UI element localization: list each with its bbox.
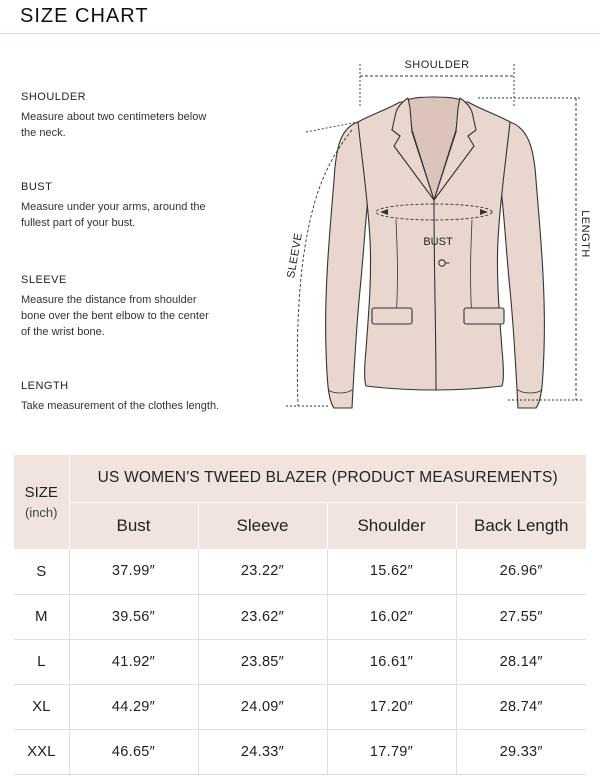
table-cell: 27.55″ (456, 594, 586, 639)
size-cell: M (14, 594, 69, 639)
left-pocket (372, 308, 412, 324)
guide-desc (21, 292, 281, 340)
right-sleeve (500, 122, 544, 408)
table-cell: 26.96″ (456, 549, 586, 594)
table-cell: 29.33″ (456, 729, 586, 774)
guide-desc (21, 398, 281, 414)
right-pocket (464, 308, 504, 324)
column-header: Sleeve (198, 502, 327, 549)
table-cell: 39.56″ (69, 594, 198, 639)
guide-line: Measure under your arms, around the (21, 201, 206, 213)
table-cell: 16.61″ (327, 639, 456, 684)
guide-line: the neck. (21, 127, 66, 139)
column-header: Back Length (456, 502, 586, 549)
size-cell: XL (14, 684, 69, 729)
table-cell: 15.62″ (327, 549, 456, 594)
guide-line: bone over the bent elbow to the center (21, 310, 209, 322)
size-cell: XXL (14, 729, 69, 774)
table-cell: 28.14″ (456, 639, 586, 684)
column-header: Shoulder (327, 502, 456, 549)
size-header (14, 455, 69, 549)
size-cell: S (14, 549, 69, 594)
guide-title: BUST (21, 181, 53, 193)
header-bar (0, 0, 600, 34)
guide-desc (21, 199, 281, 231)
table-cell: 24.09″ (198, 684, 327, 729)
table-cell: 37.99″ (69, 549, 198, 594)
guide-sleeve (21, 274, 281, 340)
size-header-unit: (inch) (24, 505, 58, 520)
table-cell: 17.20″ (327, 684, 456, 729)
table-cell: 17.79″ (327, 729, 456, 774)
table-cell: 23.22″ (198, 549, 327, 594)
size-header-label: SIZE (24, 484, 58, 501)
table-row (14, 729, 586, 774)
page-title: SIZE CHART (20, 5, 149, 27)
guide-title: SHOULDER (21, 91, 87, 103)
guide-title: LENGTH (21, 380, 69, 392)
button (439, 260, 445, 266)
table-cell: 44.29″ (69, 684, 198, 729)
table-cell: 23.62″ (198, 594, 327, 639)
guide-bust (21, 181, 281, 231)
bust-label: BUST (423, 236, 453, 248)
table-row (14, 594, 586, 639)
blazer-illustration (268, 50, 600, 430)
table-row (14, 639, 586, 684)
table-cell: 16.02″ (327, 594, 456, 639)
table-title: US WOMEN'S TWEED BLAZER (PRODUCT MEASUREMENTS) (69, 455, 586, 502)
guide-title: SLEEVE (21, 274, 67, 286)
column-header: Bust (69, 502, 198, 549)
length-label: LENGTH (579, 210, 591, 258)
guide-line: Measure the distance from shoulder (21, 294, 197, 306)
table-cell: 23.85″ (198, 639, 327, 684)
table-row (14, 549, 586, 594)
size-table (14, 455, 586, 777)
table-row (14, 684, 586, 729)
table-cell: 46.65″ (69, 729, 198, 774)
guide-desc (21, 109, 281, 141)
guide-line: of the wrist bone. (21, 326, 105, 338)
guide-line: Measure about two centimeters below (21, 111, 207, 123)
sleeve-label: SLEEVE (285, 231, 305, 280)
size-cell: L (14, 639, 69, 684)
guide-length (21, 380, 281, 414)
guide-shoulder (21, 91, 281, 141)
table-cell: 41.92″ (69, 639, 198, 684)
guide-line: fullest part of your bust. (21, 217, 136, 229)
guide-line: Take measurement of the clothes length. (21, 400, 220, 412)
table-cell: 28.74″ (456, 684, 586, 729)
table-cell: 24.33″ (198, 729, 327, 774)
shoulder-label: SHOULDER (404, 59, 470, 71)
